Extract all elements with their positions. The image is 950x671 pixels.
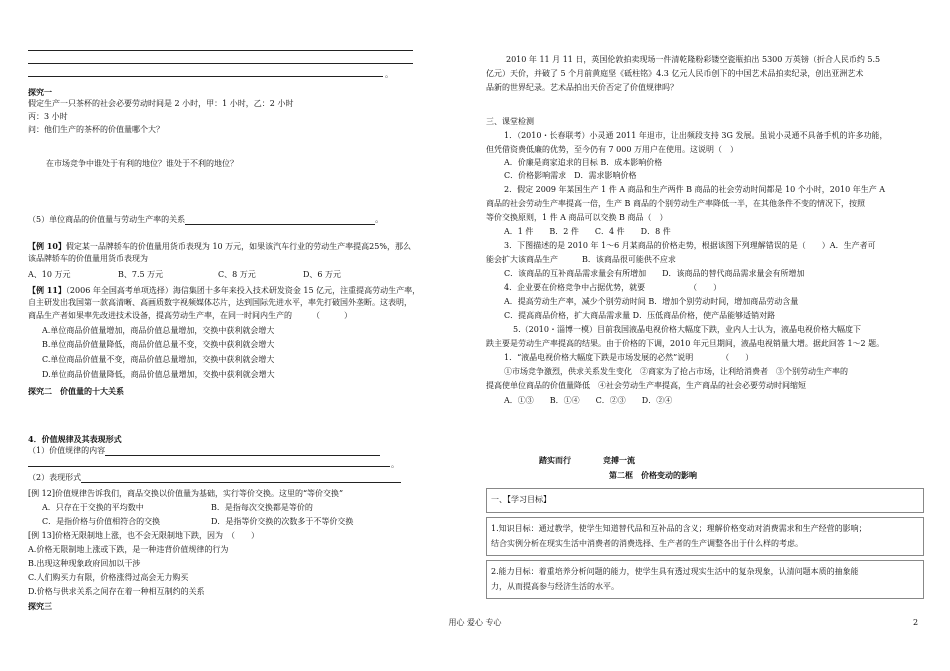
goal-text: 1.知识目标：通过教学，使学生知道替代品和互补品的含义；理解价格变动对消费需求和生产经营的影响； (491, 524, 867, 533)
question-4: C．提高商品价格，扩大商品需求量 D．压低商品价格，使产品能够适销对路 (504, 311, 776, 320)
example-text: 假定某一品牌轿车的价值量用货币表现为 10 万元，如果该汽车行业的劳动生产率提高25%，那么 (65, 242, 411, 251)
question-3: 3．下图描述的是 2010 年 1～6 月某商品的价格走势，根据该图下列理解错误的是（ ）A．生产者可 (504, 241, 876, 250)
question-3: 能会扩大该商品生产 B．该商品很可能供不应求 (486, 255, 676, 264)
slogan: 踏实而行 竞搏一流 (539, 455, 635, 465)
example-11 (28, 285, 420, 296)
option-a: A.单位商品价值量增加，商品价值总量增加，交换中获利就会增大 (42, 326, 275, 335)
answer-line (28, 76, 383, 77)
option-c: C．是指价格与价值相符合的交换 (42, 517, 161, 526)
question-5-sub: 提高使单位商品的价值量降低 ④社会劳动生产率提高，生产商品的社会必要劳动时间缩短 (486, 381, 806, 390)
answer-blank (105, 446, 380, 456)
question-options: C．价格影响需求 D．需求影响价格 (504, 171, 637, 180)
example-text: 自主研发出我国第一款高清晰、高画质数字视频媒体芯片，达到国际先进水平，率先打破国外垄断。这表明， (28, 298, 412, 307)
question-5-sub: 1．“液晶电视价格大幅度下跌是市场发展的必然”说明 （ ） (504, 353, 754, 362)
question-options: A．价廉是商家追求的目标 B．成本影响价格 (504, 158, 663, 167)
goal-text: 2.能力目标：着重培养分析问题的能力，使学生具有透过现实生活中的复杂现象，认清问题本质的抽象能 (491, 567, 859, 576)
inquiry-one-heading: 探究一 (28, 87, 52, 97)
answer-blank (81, 473, 401, 483)
section-item-5: （5）单位商品的价值量与劳动生产率的关系 。 (28, 215, 384, 224)
section-4-1 (28, 446, 380, 456)
option-b: B.出现这种现象政府回加以干涉 (28, 559, 141, 568)
options-row (28, 270, 341, 280)
question-text: 假定生产一只茶杯的社会必要劳动时间是 2 小时，甲：1 小时，乙：2 小时 (28, 99, 294, 108)
question-options: A．①③ B．①④ C．②③ D．②④ (504, 396, 673, 405)
question-text: 丙：3 小时 (28, 112, 68, 121)
option-a: A．只存在于交换的平均数中 (42, 503, 144, 512)
question-text: 在市场竞争中谁处于有利的地位？谁处于不利的地位？ (46, 159, 238, 168)
inquiry-two-heading: 探究二 价值量的十大关系 (28, 386, 124, 396)
example-text: （2006 年全国高考单项选择）海信集团十多年来投入技术研发资金 15 亿元，注重提高劳动生产率， (65, 286, 421, 295)
goal-text: 力，从而提高参与经济生活的水平。 (491, 582, 619, 591)
option-b: B．是指每次交换都是等价的 (211, 503, 313, 512)
example-12: [例 12]价值规律告诉我们，商品交换以价值量为基础，实行等价交换。这里的“等价交换” (28, 489, 344, 498)
example-label: 【例 10】 (28, 241, 66, 251)
answer-line (28, 466, 390, 467)
page-number: 2 (913, 618, 919, 627)
example-text: 该品牌轿车的价值量用货币表现为 (28, 254, 148, 263)
example-text: 商品生产者如果率先改进技术设备，提高劳动生产率，在同一时间内生产的 （ ） (28, 311, 352, 320)
question-2: 等价交换原则，1 件 A 商品可以交换 B 商品（ ） (486, 213, 668, 222)
option-c: C、8 万元 (218, 270, 256, 279)
question-1: 1．（2010・长春联考）小灵通 2011 年退市，让出频段支持 3G 发展。虽说小灵通不具备手机的许多功能， (504, 131, 888, 140)
option-a: A.价格无限制地上涨或下跌，是一种违背价值规律的行为 (28, 545, 229, 554)
option-c: C.单位商品价值量不变，商品价值总量增加，交换中获利就会增大 (42, 355, 275, 364)
intro-text: 品新的世界纪录。艺术品拍出天价否定了价值规律吗？ (486, 83, 678, 92)
lesson-title: 第二框 价格变动的影响 (609, 470, 697, 480)
answer-blank (185, 215, 375, 225)
question-2: 2．假定 2009 年某国生产 1 件 A 商品和生产两件 B 商品的社会劳动时间都是 10 个小时，2010 年生产 A (504, 185, 886, 194)
period-mark: 。 (391, 460, 399, 469)
period-mark: 。 (385, 70, 393, 79)
example-10 (28, 241, 411, 252)
option-d: D.价格与供求关系之间存在着一种相互制约的关系 (28, 587, 205, 596)
example-label: 【例 11】 (28, 285, 66, 295)
question-options: A．1 件 B．2 件 C．4 件 D．8 件 (504, 227, 671, 236)
example-13: [例 13]价格无限制地上涨，也不会无限制地下跌，因为 （ ） (28, 531, 259, 540)
option-d: D.单位商品价值量降低，商品价值总量增加，交换中获利就会增大 (42, 370, 275, 379)
learning-goals-heading: 一、【学习目标】 (491, 495, 551, 504)
knowledge-goal-box (486, 517, 924, 556)
question-5: 5.（2010・淄博一模）目前我国液晶电视价格大幅度下跌，业内人士认为，液晶电视价格大幅度下 (513, 325, 861, 334)
option-d: D．是指等价交换的次数多于不等价交换 (211, 517, 354, 526)
question-4: A．提高劳动生产率，减少个别劳动时间 B．增加个别劳动时间，增加商品劳动含量 (504, 297, 799, 306)
page-footer: 用心 爱心 专心 (448, 618, 502, 627)
learning-goals-header-box (486, 488, 924, 513)
question-5-sub: ①市场竞争激烈，供求关系发生变化 ②商家为了抢占市场，让利给消费者 ③个别劳动生产率的 (504, 367, 848, 376)
question-text: 问：他们生产的茶杯的价值量哪个大？ (28, 125, 164, 134)
section-4-heading: 4．价值规律及其表现形式 (28, 434, 122, 444)
section-4-2-label: （2）表现形式 (28, 473, 82, 482)
question-5: 跌主要是劳动生产率提高的结果。由于价格的下调，2010 年元旦期间，液晶电视销量大增。据此回答 1～2 题。 (486, 339, 885, 348)
option-a: A、10 万元 (28, 270, 71, 279)
question-1: 但凭借资费低廉的优势，至今仍有 7 000 万用户在使用。这说明（ ） (486, 145, 738, 154)
section-3-heading: 三、课堂检测 (486, 117, 534, 126)
option-b: B.单位商品价值量降低，商品价值总量不变，交换中获利就会增大 (42, 340, 275, 349)
section-4-2 (28, 473, 401, 483)
question-2: 商品的社会劳动生产率提高一倍，生产 B 商品的个别劳动生产率降低一半，在其他条件不变的情况下，按照 (486, 199, 865, 208)
inquiry-three-heading: 探究三 (28, 601, 52, 611)
goal-text: 结合实例分析在现实生活中消费者的消费选择、生产者的生产调整各出于什么样的考虑。 (491, 539, 803, 548)
intro-text: 亿元）天价，并破了 5 个月前黄庭坚《砥柱铭》4.3 亿元人民币创下的中国艺术品拍卖纪录，创出亚洲艺术 (486, 69, 864, 78)
section-4-1-label: （1）价值规律的内容 (28, 446, 106, 455)
question-4: 4．企业要在价格竞争中占据优势，就要 （ ） (504, 283, 722, 292)
answer-line (28, 50, 413, 51)
answer-line (28, 63, 413, 64)
option-d: D、6 万元 (303, 270, 342, 279)
question-3: C．该商品的互补商品需求量会有所增加 D．该商品的替代商品需求量会有所增加 (504, 269, 805, 278)
intro-text: 2010 年 11 月 11 日，英国伦敦拍卖现场一件清乾隆粉彩镂空瓷瓶拍出 5300 万英镑（折合人民币约 5.5 (506, 55, 881, 64)
option-b: B、7.5 万元 (118, 270, 164, 279)
ability-goal-box (486, 560, 924, 599)
section-item-5-label: （5）单位商品的价值量与劳动生产率的关系 (28, 215, 186, 224)
option-c: C.人们购买力有限，价格涨得过高会无力购买 (28, 573, 189, 582)
